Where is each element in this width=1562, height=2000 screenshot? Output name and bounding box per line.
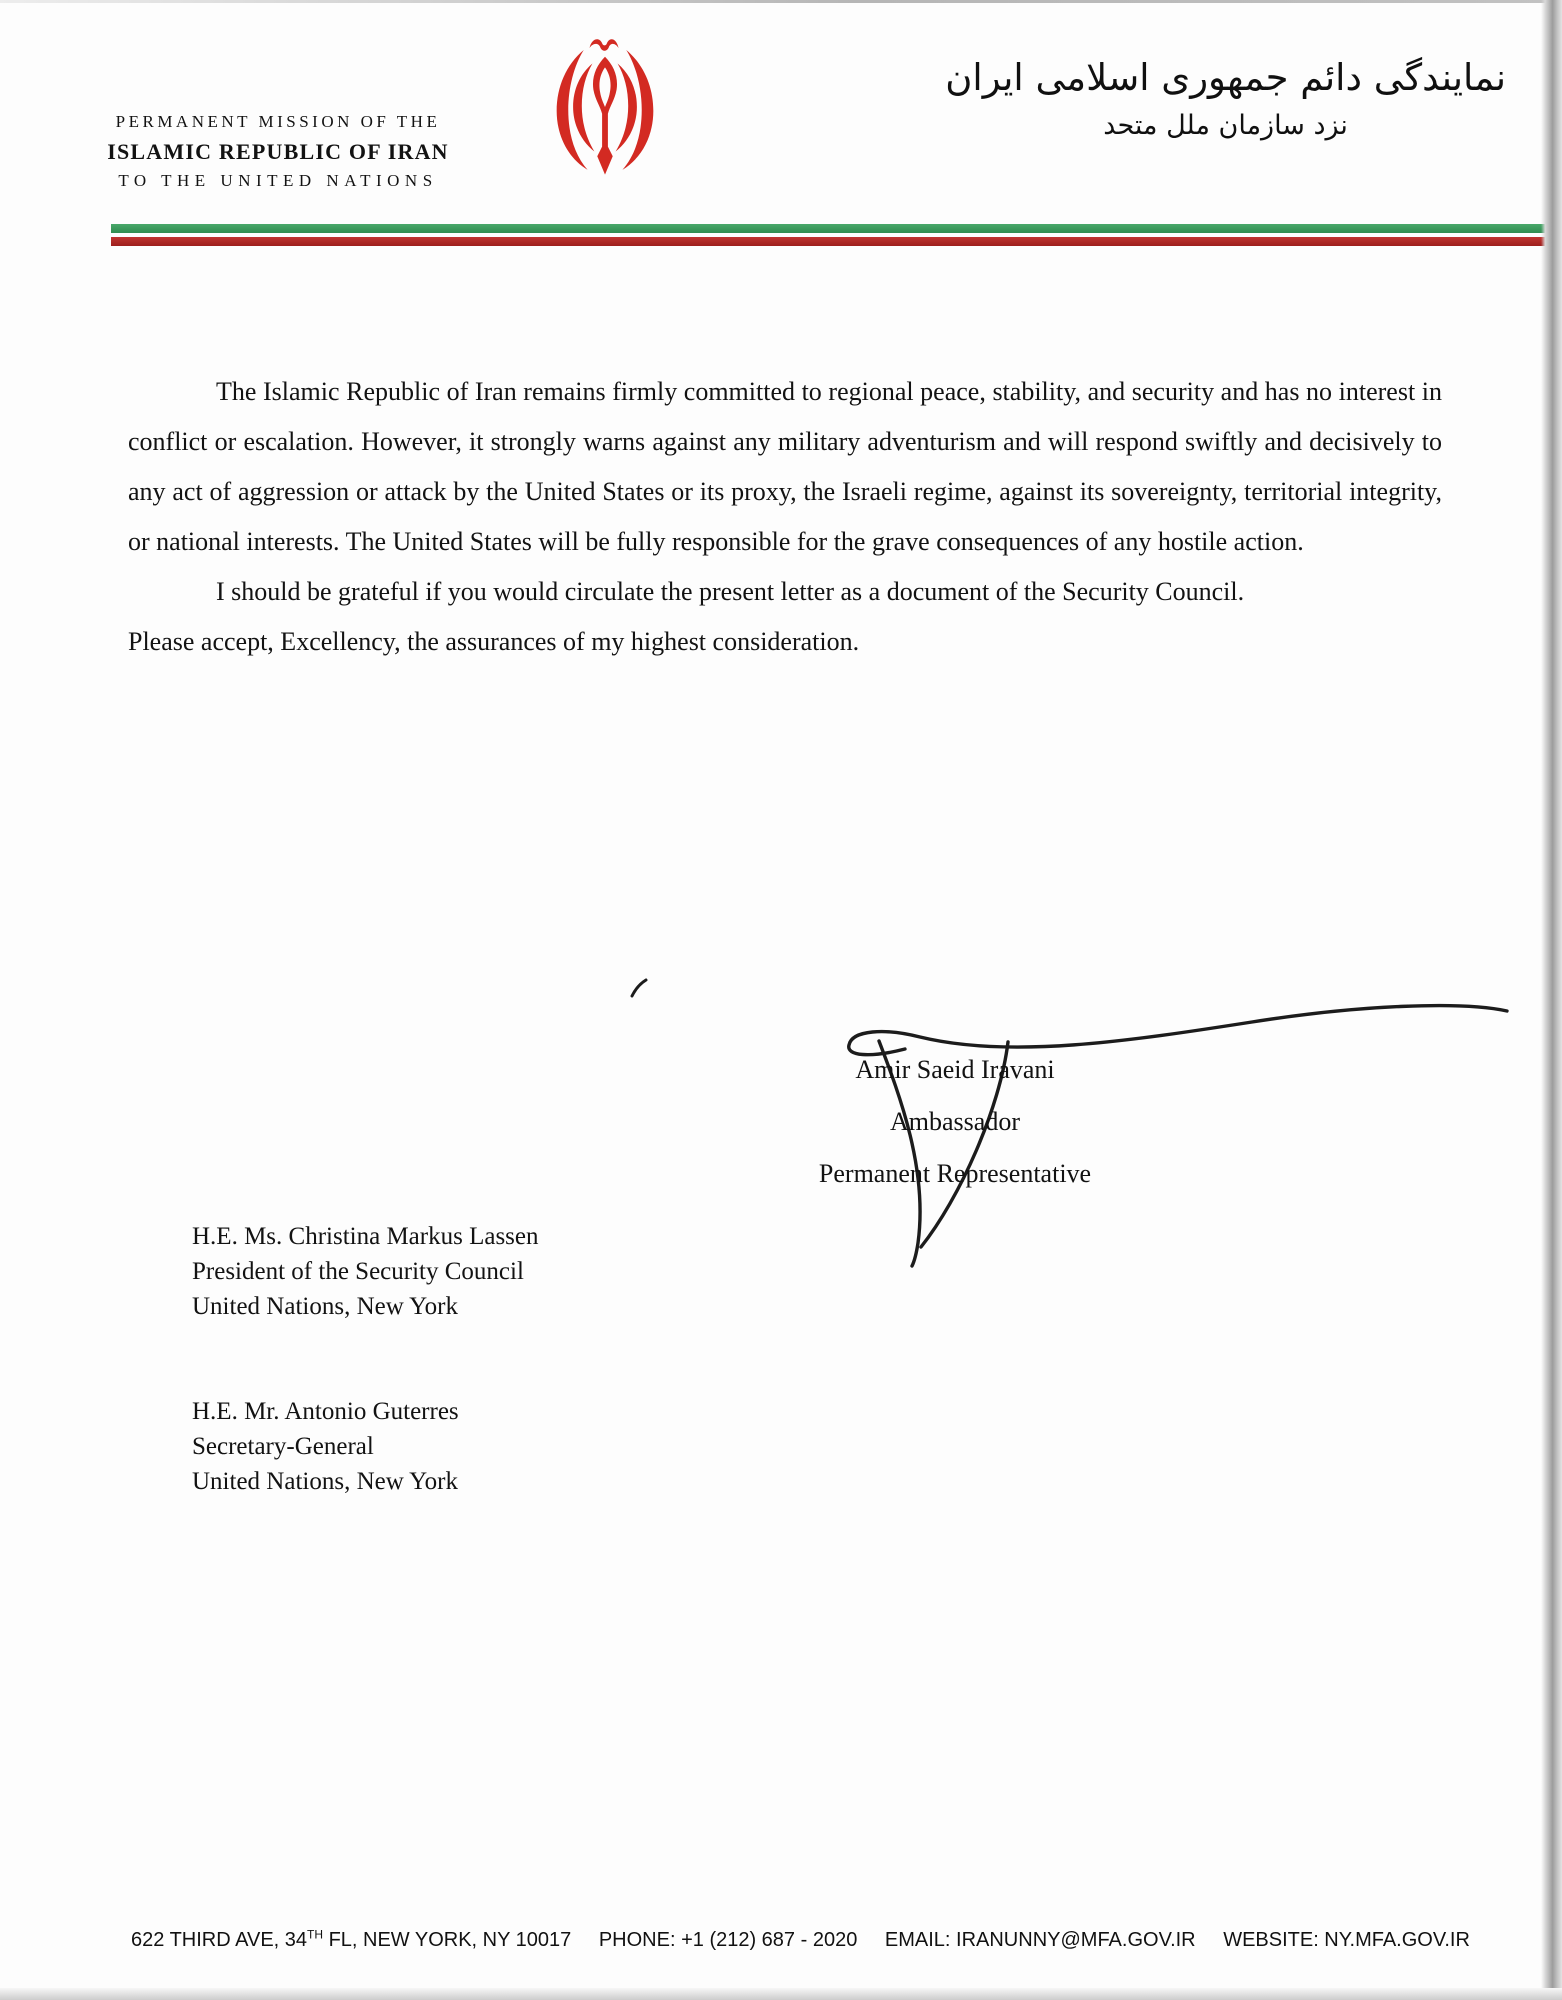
addressee-2-title: Secretary-General — [192, 1433, 374, 1460]
signatory-block — [705, 1044, 1205, 1200]
mission-name-persian — [945, 50, 1506, 146]
paragraph-2: I should be grateful if you would circulate the present letter as a document of the Security Council. — [216, 577, 1245, 606]
mission-persian-line-2: نزد سازمان ملل متحد — [1103, 110, 1348, 141]
letter-body — [128, 367, 1442, 667]
footer-contact-line — [131, 1927, 1470, 1952]
signatory-name: Amir Saeid Iravani — [855, 1055, 1055, 1084]
paragraph-3: Please accept, Excellency, the assurances of my highest consideration. — [128, 627, 860, 656]
addressee-1-location: United Nations, New York — [192, 1293, 458, 1320]
iran-emblem-icon — [547, 33, 663, 181]
scan-bottom-edge — [0, 1988, 1562, 2000]
addressee-2-location: United Nations, New York — [192, 1468, 458, 1495]
mission-name-english — [104, 112, 452, 191]
footer-email: EMAIL: IRANUNNY@MFA.GOV.IR — [884, 1928, 1196, 1951]
footer-address: 622 THIRD AVE, 34TH FL, NEW YORK, NY 10017 — [131, 1927, 572, 1951]
scan-right-edge — [1541, 0, 1562, 2000]
flag-divider-green-stripe — [111, 224, 1551, 233]
signatory-title-2: Permanent Representative — [818, 1159, 1092, 1188]
addressee-block-2 — [192, 1394, 459, 1499]
footer-website: WEBSITE: NY.MFA.GOV.IR — [1223, 1928, 1470, 1951]
footer-phone: PHONE: +1 (212) 687 - 2020 — [598, 1928, 858, 1951]
addressee-block-1 — [192, 1219, 539, 1324]
addressee-1-name: H.E. Ms. Christina Markus Lassen — [192, 1223, 539, 1250]
paragraph-1: The Islamic Republic of Iran remains firmly committed to regional peace, stability, and security and has no interest in conflict or escalation. However, it strongly warns against any military adventurism and will respond swiftly and decisively to any act of aggression or attack by the United States or its proxy, the Israeli regime, against its sovereignty, territorial integrity, or national interests. The United States will be fully responsible for the grave consequences of any hostile action. — [128, 377, 1442, 556]
addressee-2-name: H.E. Mr. Antonio Guterres — [192, 1398, 459, 1425]
signatory-title-1: Ambassador — [890, 1107, 1020, 1136]
mission-persian-line-1: نمایندگی دائم جمهوری اسلامی ایران — [945, 56, 1506, 99]
footer-address-superscript: TH — [307, 1927, 324, 1941]
mission-line-3: TO THE UNITED NATIONS — [118, 171, 438, 190]
mission-line-2: ISLAMIC REPUBLIC OF IRAN — [107, 139, 449, 164]
mission-line-1: PERMANENT MISSION OF THE — [115, 112, 441, 131]
addressee-1-title: President of the Security Council — [192, 1258, 524, 1285]
scan-top-edge — [0, 0, 1562, 3]
flag-divider-red-stripe — [111, 237, 1551, 246]
